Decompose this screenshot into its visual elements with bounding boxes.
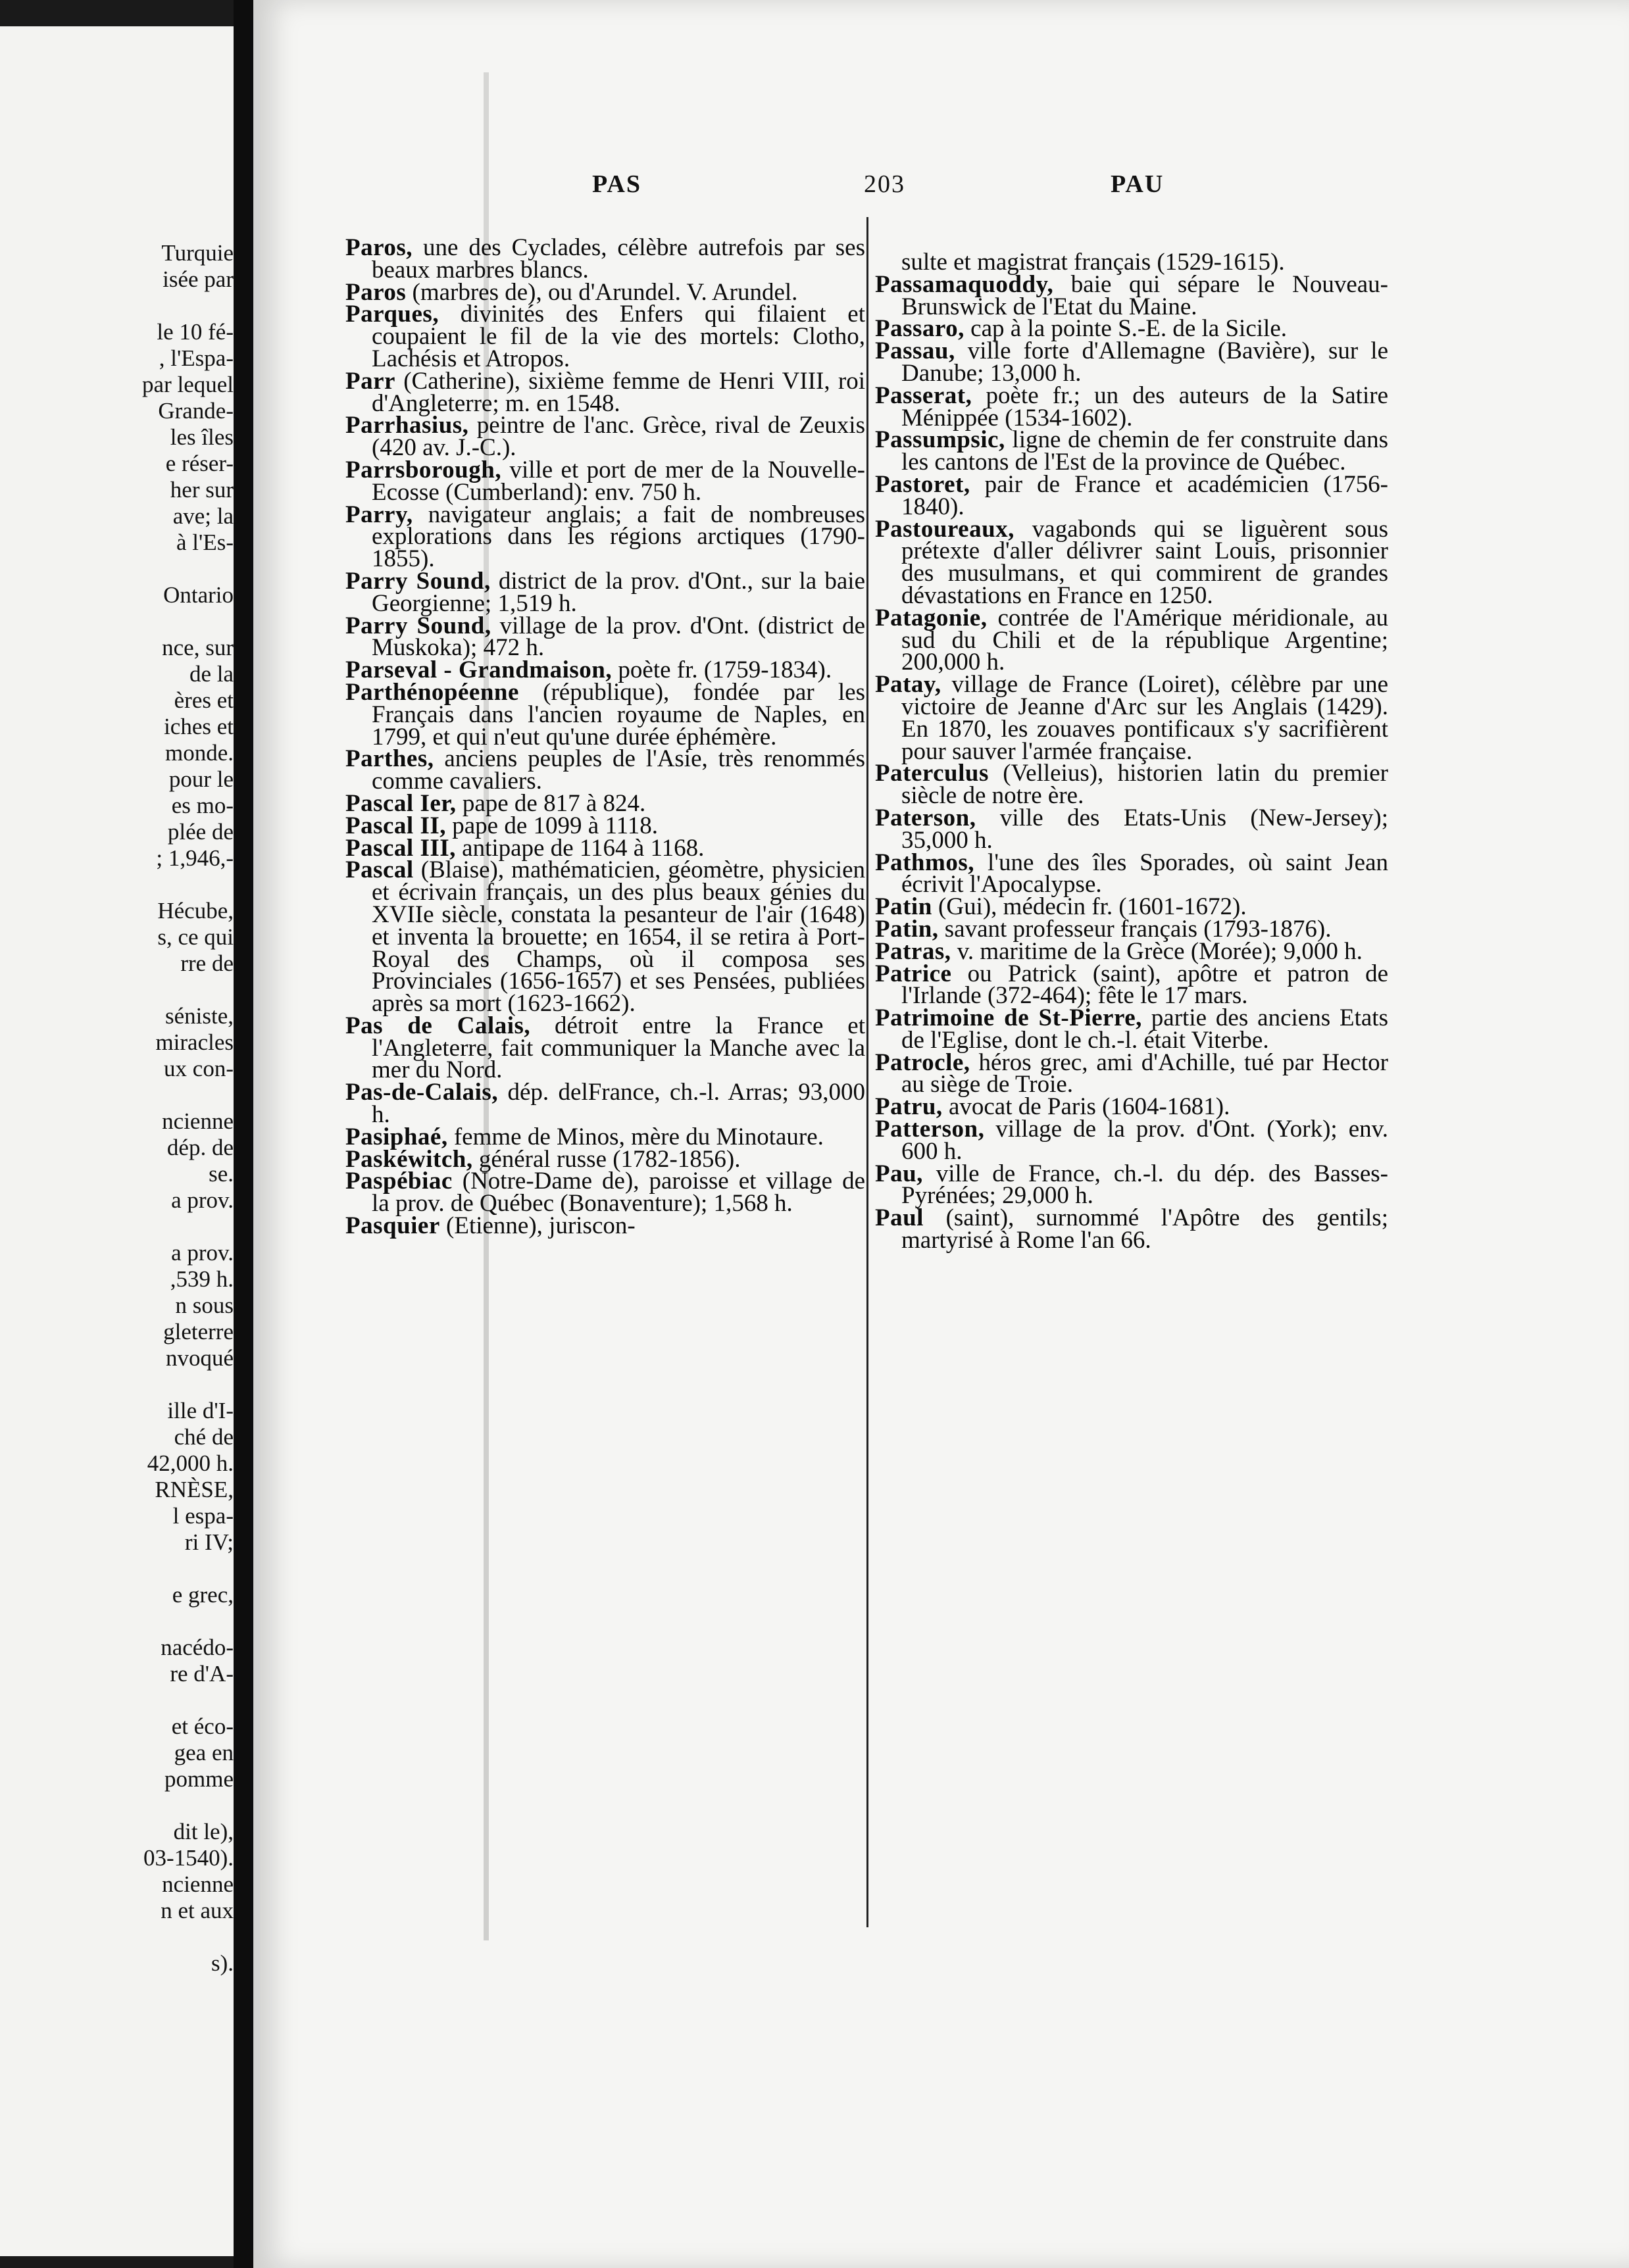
entry-headword: Patin,	[875, 915, 939, 943]
dictionary-entry	[345, 1079, 865, 1129]
entry-headword: Paterculus	[875, 760, 989, 787]
dictionary-entry	[345, 656, 865, 684]
dictionary-entry	[345, 834, 865, 862]
entry-headword: Pascal II,	[345, 812, 446, 839]
entry-definition: partie des anciens Etats de l'Eglise, dont le ch.-l. était Viterbe.	[901, 1004, 1388, 1054]
entry-headword: Parry Sound,	[345, 567, 491, 595]
entry-headword: Paros	[345, 278, 407, 306]
entry-headword: Parthes,	[345, 745, 434, 773]
entry-headword: Pastoret,	[875, 470, 970, 498]
entry-definition: peintre de l'anc. Grèce, rival de Zeuxis (420 av. J.-C.).	[372, 412, 865, 462]
facing-page-line: plée de	[167, 819, 234, 845]
entry-headword: Patrice	[875, 960, 952, 987]
entry-headword: Patin	[875, 893, 932, 921]
entry-headword: Pas de Calais,	[345, 1012, 531, 1039]
entry-definition: pape de 1099 à 1118.	[446, 812, 658, 839]
left-column	[345, 234, 865, 1240]
entry-headword: Passaro,	[875, 315, 965, 343]
dictionary-entry	[345, 501, 865, 573]
facing-page-line: nce, sur	[162, 635, 234, 660]
facing-page-line: re d'A-	[170, 1661, 234, 1687]
entry-definition: district de la prov. d'Ont., sur la baie Georgienne; 1,519 h.	[372, 567, 865, 617]
facing-page-line: nvoqué	[165, 1345, 234, 1371]
facing-page-line: n et aux	[161, 1898, 234, 1923]
entry-definition: (Gui), médecin fr. (1601-1672).	[932, 893, 1247, 921]
dictionary-entry	[875, 270, 1388, 320]
entry-definition: (république), fondée par les Français dans l'ancien royaume de Naples, en 1799, et qui n'eut qu'une durée éphémère.	[372, 678, 865, 751]
facing-page-line: a prov.	[171, 1240, 234, 1266]
entry-headword: Parry Sound,	[345, 612, 491, 639]
dictionary-entry	[875, 1204, 1388, 1254]
entry-definition: (Catherine), sixième femme de Henri VIII, roi d'Angleterre; m. en 1548.	[372, 367, 865, 417]
facing-page-line: isée par	[163, 266, 234, 292]
facing-page-line: es mo-	[171, 793, 234, 818]
page-number: 203	[864, 170, 905, 198]
entry-headword: Passamaquoddy,	[875, 270, 1054, 298]
dictionary-entry	[875, 382, 1388, 431]
facing-page-line: nacédo-	[161, 1635, 234, 1660]
entry-definition: navigateur anglais; a fait de nombreuses explorations dans les régions arctiques (1790-1855).	[372, 501, 865, 573]
facing-page-line: séniste,	[164, 1003, 234, 1029]
entry-definition: poète fr. (1759-1834).	[612, 656, 832, 684]
entry-definition: femme de Minos, mère du Minotaure.	[447, 1123, 824, 1150]
entry-headword: Pastoureaux,	[875, 515, 1015, 543]
facing-page-line: pomme	[164, 1766, 234, 1792]
facing-page-line: et éco-	[171, 1713, 234, 1739]
entry-definition: ligne de chemin de fer construite dans les cantons de l'Est de la province de Québec.	[901, 426, 1388, 476]
facing-page-line: dép. de	[166, 1135, 234, 1160]
facing-page-line: s, ce qui	[157, 924, 234, 950]
facing-page-line: ncienne	[162, 1871, 234, 1897]
dictionary-entry	[875, 849, 1388, 899]
facing-page-line: 03-1540).	[143, 1845, 234, 1871]
dictionary-entry	[875, 315, 1388, 343]
facing-page-line: ères et	[174, 687, 234, 713]
dictionary-entry	[345, 1168, 865, 1218]
entry-headword: Parr	[345, 367, 395, 395]
entry-headword: Paspébiac	[345, 1168, 453, 1195]
dictionary-entry	[875, 515, 1388, 609]
facing-page-line: RNÈSE,	[155, 1477, 234, 1502]
facing-page-line: l espa-	[172, 1503, 234, 1529]
entry-definition: ou Patrick (saint), apôtre et patron de l'Irlande (372-464); fête le 17 mars.	[901, 960, 1388, 1010]
entry-definition: une des Cyclades, célèbre autrefois par ses beaux marbres blancs.	[372, 234, 865, 284]
facing-page-line: par lequel	[142, 372, 234, 397]
entry-definition: cap à la pointe S.-E. de la Sicile.	[964, 315, 1287, 343]
entry-definition: général russe (1782-1856).	[472, 1145, 741, 1173]
entry-headword: Pascal III,	[345, 834, 456, 862]
continued-entry-text: sulte et magistrat français (1529-1615).	[901, 249, 1285, 276]
column-divider	[866, 217, 868, 1927]
facing-page-line: rre de	[180, 950, 234, 976]
entry-definition: antipape de 1164 à 1168.	[455, 834, 705, 862]
entry-headword: Patrocle,	[875, 1048, 970, 1076]
facing-page-line: ; 1,946,-	[156, 845, 234, 871]
entry-definition: ville de France, ch.-l. du dép. des Basses-Pyrénées; 29,000 h.	[901, 1160, 1388, 1210]
facing-page-line: iches et	[164, 714, 234, 739]
entry-headword: Paskéwitch,	[345, 1145, 473, 1173]
entry-definition: pape de 817 à 824.	[456, 789, 646, 817]
dictionary-entry	[875, 915, 1388, 943]
facing-page-line: e réser-	[165, 451, 234, 476]
facing-page-line: se.	[209, 1161, 234, 1187]
dictionary-entry	[875, 893, 1388, 921]
entry-definition: (Blaise), mathématicien, géomètre, physicien et écrivain français, un des plus beaux génies du XVIIe siècle, constata la pesanteur de l'air (1648) et inventa la brouette; en 1654, il se retira à Port-Royal des Champs, où il composa ses Provinciales (1656-1657) et ses Pensées, publiées après sa mort (1623-1662).	[372, 856, 865, 1018]
facing-page-line: monde.	[164, 740, 234, 766]
entry-definition: poète fr.; un des auteurs de la Satire Ménippée (1534-1602).	[901, 382, 1388, 431]
dictionary-entry	[345, 303, 865, 370]
dictionary-entry	[875, 1160, 1388, 1210]
dictionary-entry	[345, 367, 865, 417]
facing-page-line: ave; la	[172, 503, 234, 529]
entry-definition: ville des Etats-Unis (New-Jersey); 35,000 h.	[901, 804, 1388, 854]
entry-headword: Patagonie,	[875, 604, 988, 631]
dictionary-entry	[875, 470, 1388, 520]
entry-headword: Parthénopéenne	[345, 678, 519, 706]
entry-definition: pair de France et académicien (1756-1840).	[901, 470, 1388, 520]
dictionary-entry	[875, 960, 1388, 1010]
entry-definition: village de la prov. d'Ont. (district de Muskoka); 472 h.	[372, 612, 865, 662]
entry-definition: anciens peuples de l'Asie, très renommés comme cavaliers.	[372, 745, 865, 795]
facing-page-line: n sous	[175, 1293, 234, 1318]
dictionary-entry	[875, 937, 1388, 965]
right-column	[875, 251, 1388, 1252]
entry-headword: Passerat,	[875, 382, 972, 409]
facing-page-line: Grande-	[158, 398, 234, 424]
dictionary-entry	[875, 1093, 1388, 1121]
dictionary-entry	[875, 426, 1388, 476]
entry-definition: village de la prov. d'Ont. (York); env. 600 h.	[901, 1116, 1388, 1165]
entry-headword: Paros,	[345, 234, 413, 261]
entry-headword: Passau,	[875, 337, 955, 365]
entry-definition: contrée de l'Amérique méridionale, au sud du Chili et de la république Argentine; 200,000 h.	[901, 604, 1388, 676]
entry-definition: (saint), surnommé l'Apôtre des gentils; martyrisé à Rome l'an 66.	[901, 1204, 1388, 1254]
facing-page-line: ncienne	[162, 1108, 234, 1134]
facing-page-line: s).	[211, 1950, 234, 1976]
dictionary-entry	[875, 1048, 1388, 1098]
dictionary-entry	[875, 804, 1388, 854]
entry-definition: village de France (Loiret), célèbre par une victoire de Jeanne d'Arc sur les Anglais (1429). En 1870, les zouaves pontificaux s'y sacrifièrent pour sauver l'armée française.	[901, 671, 1388, 765]
entry-definition: l'une des îles Sporades, où saint Jean écrivit l'Apocalypse.	[901, 849, 1388, 899]
facing-page-line: dit le),	[173, 1819, 234, 1844]
facing-page-line: ,539 h.	[170, 1266, 234, 1292]
facing-page-line: le 10 fé-	[157, 319, 234, 345]
dictionary-entry	[345, 856, 865, 1018]
facing-page-line: gea en	[174, 1740, 234, 1765]
dictionary-entry	[345, 234, 865, 284]
entry-definition: savant professeur français (1793-1876).	[938, 915, 1332, 943]
dictionary-entry	[345, 812, 865, 839]
dictionary-entry	[345, 678, 865, 751]
facing-page-line: à l'Es-	[176, 530, 234, 555]
entry-headword: Pascal	[345, 856, 414, 884]
entry-headword: Parques,	[345, 301, 439, 328]
entry-definition: (Notre-Dame de), paroisse et village de la prov. de Québec (Bonaventure); 1,568 h.	[372, 1168, 865, 1218]
facing-page-line: ux con-	[164, 1056, 234, 1081]
entry-definition: (marbres de), ou d'Arundel. V. Arundel.	[406, 278, 798, 306]
entry-headword: Patru,	[875, 1093, 943, 1121]
entry-headword: Patrimoine de St-Pierre,	[875, 1004, 1142, 1032]
dictionary-entry	[345, 1123, 865, 1150]
facing-page-line: Turquie	[161, 240, 234, 266]
entry-headword: Paul	[875, 1204, 924, 1232]
facing-page-line: 42,000 h.	[147, 1450, 234, 1476]
facing-page-line: her sur	[170, 477, 234, 503]
dictionary-entry	[345, 456, 865, 506]
running-head-right: PAU	[1111, 170, 1165, 198]
facing-page-line: de la	[189, 661, 234, 687]
dictionary-entry	[345, 1145, 865, 1173]
entry-headword: Pathmos,	[875, 849, 974, 876]
facing-page-line: a prov.	[171, 1187, 234, 1213]
entry-definition: ville et port de mer de la Nouvelle-Ecosse (Cumberland): env. 750 h.	[372, 456, 865, 506]
entry-definition: (Etienne), juriscon-	[439, 1212, 636, 1240]
entry-definition: baie qui sépare le Nouveau-Brunswick de l'Etat du Maine.	[901, 270, 1388, 320]
facing-page-line: Ontario	[163, 582, 234, 608]
facing-page-line: ille d'I-	[167, 1398, 234, 1423]
facing-page-line: pour le	[168, 766, 234, 792]
entry-definition: détroit entre la France et l'Angleterre, fait communiquer la Manche avec la mer du Nord.	[372, 1012, 865, 1084]
facing-page-line: miracles	[155, 1029, 234, 1055]
entry-headword: Pascal Ier,	[345, 789, 457, 817]
entry-definition: vagabonds qui se liguèrent sous prétexte d'aller délivrer saint Louis, prisonnier des musulmans, et qui commirent de grandes dévastations en France en 1250.	[901, 515, 1388, 609]
dictionary-entry	[345, 412, 865, 462]
dictionary-entry	[345, 567, 865, 617]
entry-headword: Parrhasius,	[345, 412, 469, 439]
entry-headword: Parseval - Grandmaison,	[345, 656, 613, 684]
entry-headword: Pau,	[875, 1160, 923, 1187]
entry-headword: Parry,	[345, 501, 413, 528]
facing-page-line: Hécube,	[157, 898, 234, 924]
dictionary-entry	[875, 604, 1388, 676]
entry-definition: ville forte d'Allemagne (Bavière), sur le Danube; 13,000 h.	[901, 337, 1388, 387]
dictionary-entry	[345, 789, 865, 817]
dictionary-entry	[345, 612, 865, 662]
dictionary-entry	[345, 1012, 865, 1084]
entry-headword: Patterson,	[875, 1116, 985, 1143]
entry-headword: Pas-de-Calais,	[345, 1079, 499, 1106]
entry-headword: Parrsborough,	[345, 456, 502, 483]
dictionary-entry	[875, 337, 1388, 387]
dictionary-entry	[875, 760, 1388, 810]
entry-definition: (Velleius), historien latin du premier siècle de notre ère.	[901, 760, 1388, 810]
dictionary-entry	[875, 671, 1388, 765]
facing-page-line: ri IV;	[184, 1529, 234, 1555]
dictionary-entry	[345, 1212, 865, 1240]
facing-page-line: e grec,	[172, 1582, 234, 1608]
facing-page-line: ché de	[174, 1424, 234, 1450]
entry-definition: divinités des Enfers qui filaient et coupaient le fil de la vie des mortels: Clotho, Lachésis et Atropos.	[372, 301, 865, 372]
entry-headword: Pasiphaé,	[345, 1123, 448, 1150]
entry-headword: Patay,	[875, 671, 941, 699]
entry-headword: Passumpsic,	[875, 426, 1005, 454]
entry-headword: Pasquier	[345, 1212, 440, 1240]
dictionary-entry	[345, 278, 865, 306]
entry-definition: avocat de Paris (1604-1681).	[942, 1093, 1230, 1121]
dictionary-entry	[875, 1004, 1388, 1054]
entry-definition: v. maritime de la Grèce (Morée); 9,000 h.	[951, 937, 1363, 965]
dictionary-entry	[875, 1118, 1388, 1163]
entry-headword: Paterson,	[875, 804, 976, 831]
facing-page-line: , l'Espa-	[159, 345, 234, 371]
dictionary-entry	[345, 745, 865, 795]
entry-headword: Patras,	[875, 937, 951, 965]
facing-page-line: les îles	[170, 424, 234, 450]
entry-definition: dép. delFrance, ch.-l. Arras; 93,000 h.	[372, 1079, 865, 1129]
entry-definition: héros grec, ami d'Achille, tué par Hector au siège de Troie.	[901, 1048, 1388, 1098]
facing-page-fragment	[0, 26, 234, 2256]
running-head-left: PAS	[592, 170, 641, 198]
facing-page-line: gleterre	[163, 1319, 234, 1344]
